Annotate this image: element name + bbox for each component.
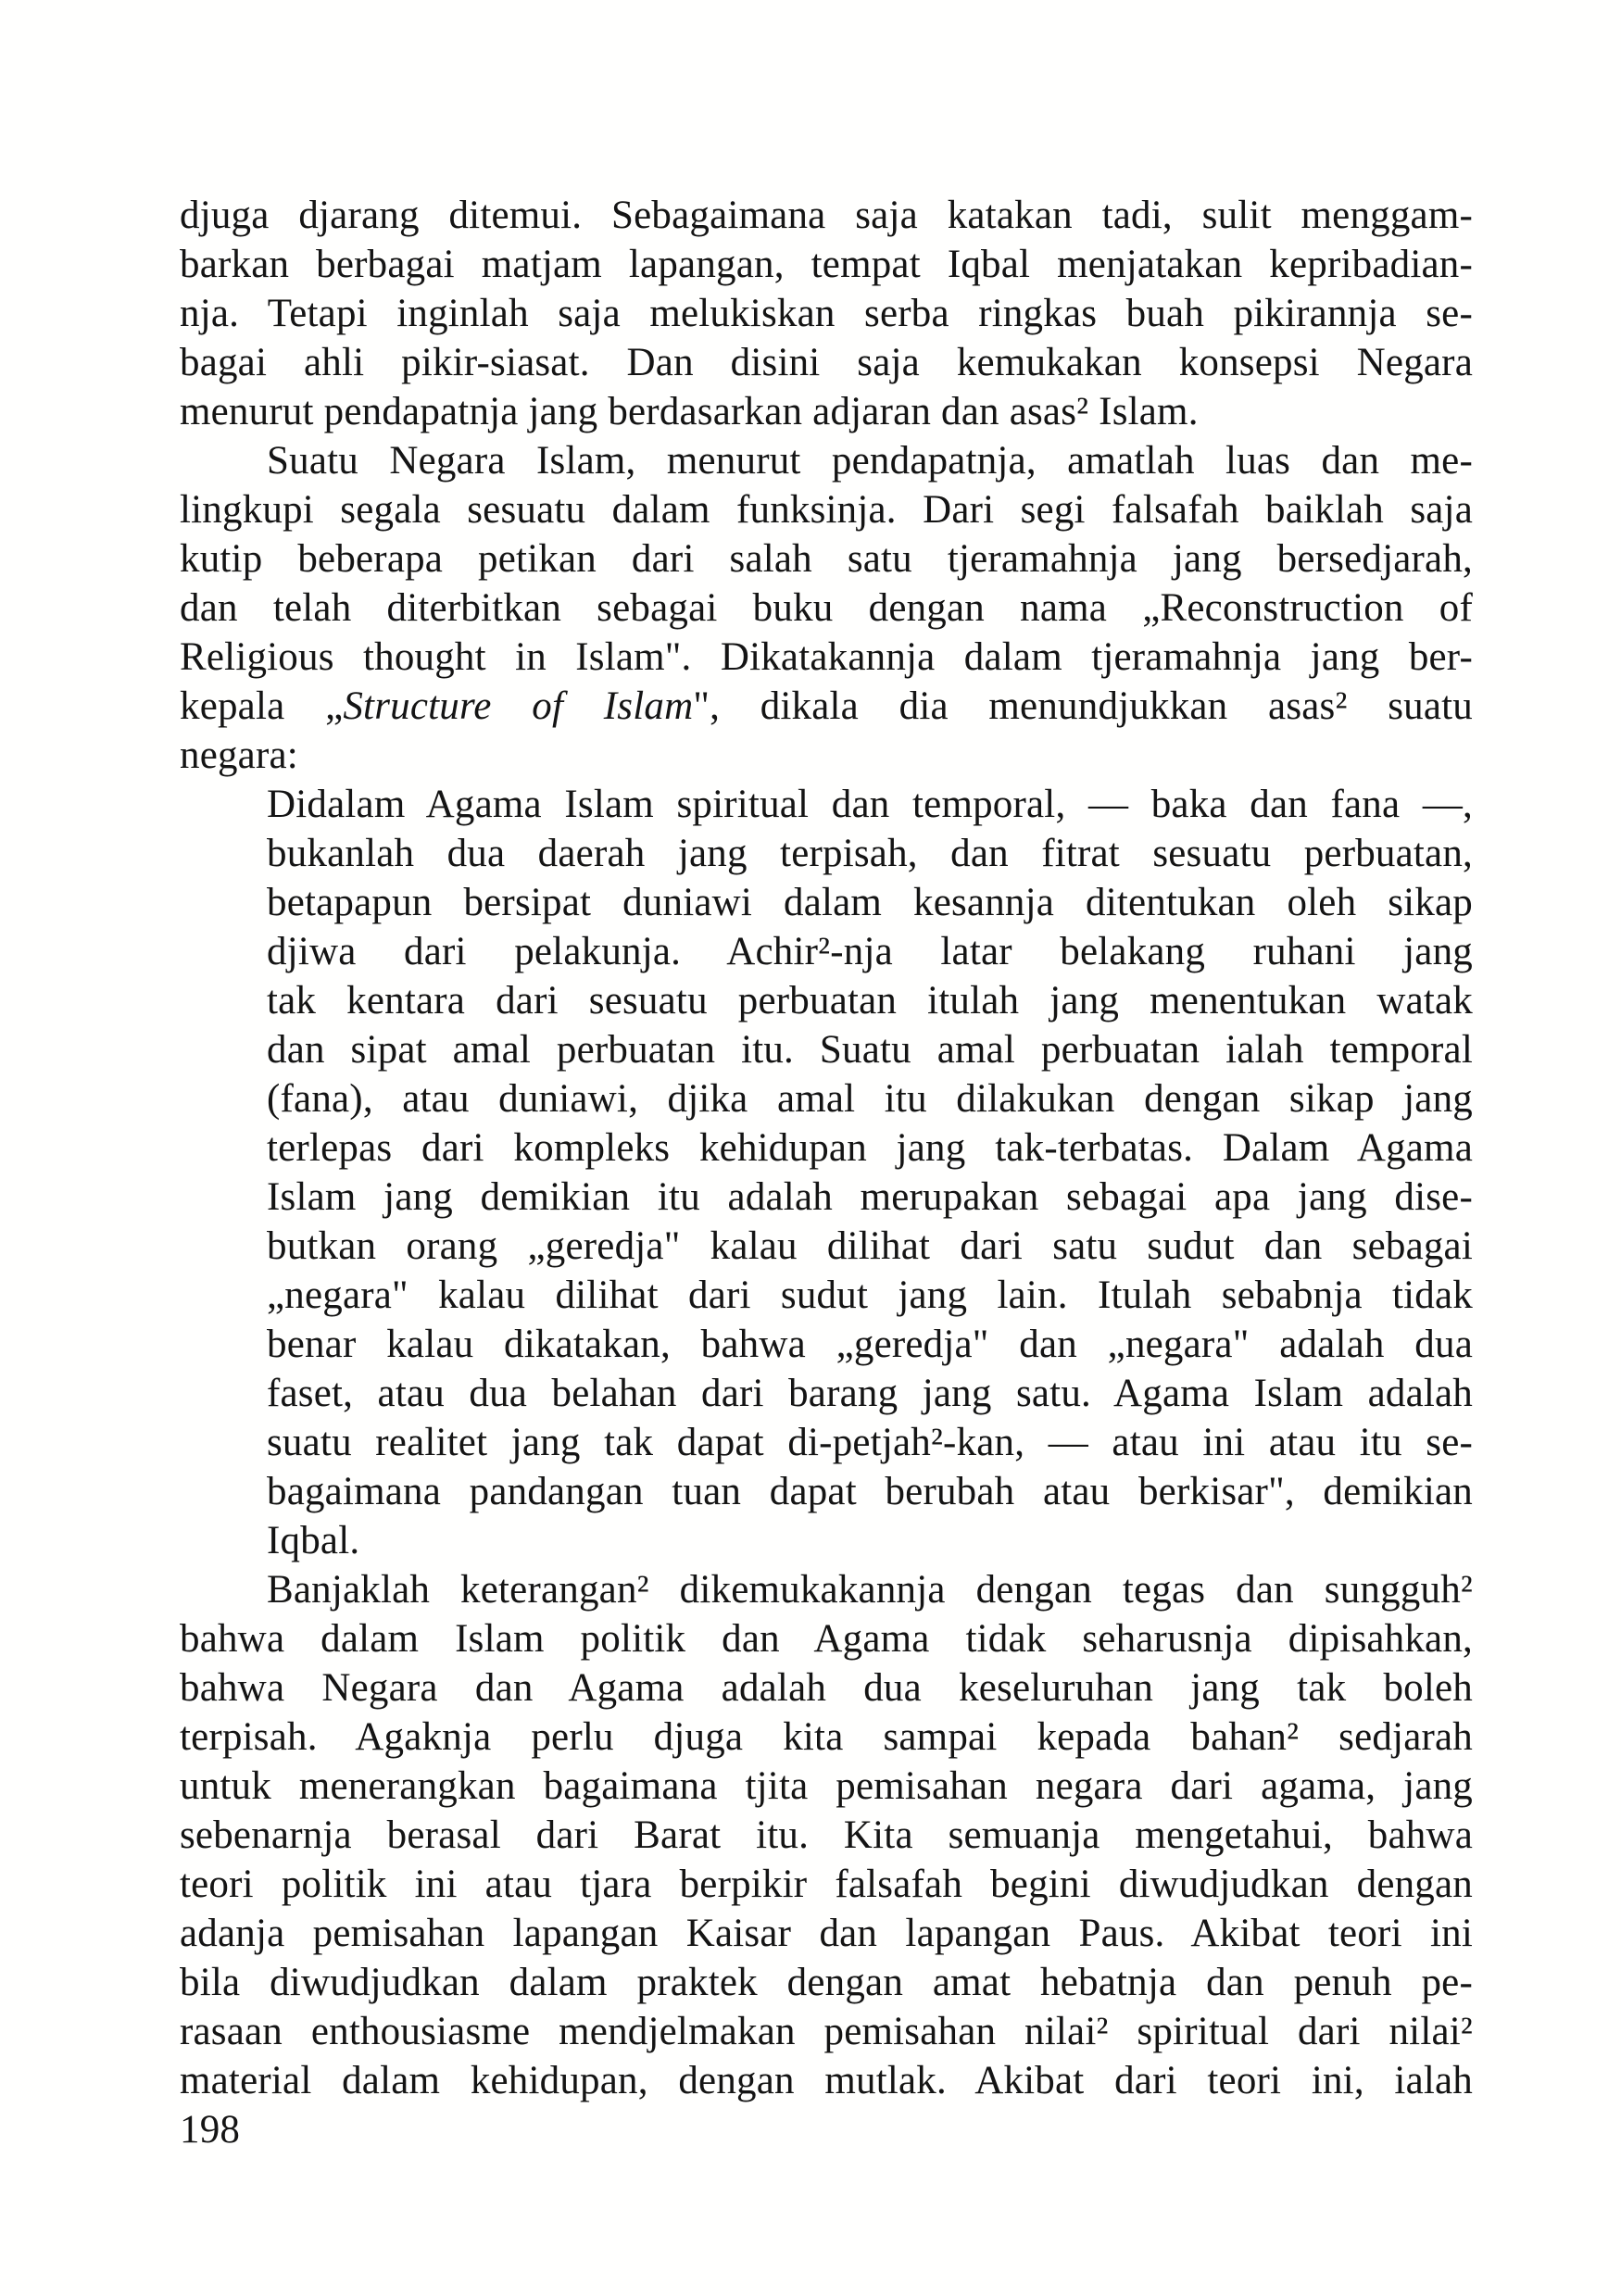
text-line: djiwa dari pelakunja. Achir²-nja latar belakang ruhani jang — [267, 930, 1473, 973]
text-line: (fana), atau duniawi, djika amal itu dilakukan dengan sikap jang — [267, 1077, 1473, 1121]
text-line: faset, atau dua belahan dari barang jang satu. Agama Islam adalah — [267, 1372, 1473, 1415]
text-line: untuk menerangkan bagaimana tjita pemisahan negara dari agama, jang — [180, 1764, 1473, 1808]
text-line: material dalam kehidupan, dengan mutlak. Akibat dari teori ini, ialah — [180, 2059, 1473, 2102]
text-line: dan sipat amal perbuatan itu. Suatu amal perbuatan ialah temporal — [267, 1028, 1473, 1072]
text-line: negara: — [180, 734, 298, 777]
text-line: butkan orang „geredja" kalau dilihat dari satu sudut dan sebagai — [267, 1224, 1473, 1268]
text-line: Iqbal. — [267, 1519, 360, 1562]
text-line: „negara" kalau dilihat dari sudut jang lain. Itulah sebabnja tidak — [267, 1273, 1473, 1317]
text-line: bahwa dalam Islam politik dan Agama tidak seharusnja dipisahkan, — [180, 1617, 1473, 1661]
text-line: menurut pendapatnja jang berdasarkan adjaran dan asas² Islam. — [180, 390, 1199, 433]
text-line: terpisah. Agaknja perlu djuga kita sampai kepada bahan² sedjarah — [180, 1715, 1473, 1759]
text-line: Suatu Negara Islam, menurut pendapatnja, amatlah luas dan me- — [267, 439, 1473, 483]
text-line: benar kalau dikatakan, bahwa „geredja" dan „negara" adalah dua — [267, 1323, 1473, 1366]
page-number: 198 — [180, 2108, 241, 2152]
text-line: betapapun bersipat duniawi dalam kesannja ditentukan oleh sikap — [267, 881, 1473, 924]
text-line: kutip beberapa petikan dari salah satu tjeramahnja jang bersedjarah, — [180, 537, 1473, 581]
text-line: bukanlah dua daerah jang terpisah, dan fitrat sesuatu perbuatan, — [267, 832, 1473, 875]
text-segment: ", dikala dia menundjukkan asas² suatu — [693, 684, 1473, 728]
text-line: Banjaklah keterangan² dikemukakannja dengan tegas dan sungguh² — [267, 1568, 1473, 1612]
block-quote — [180, 780, 1473, 1565]
text-line: Religious thought in Islam". Dikatakannja dalam tjeramahnja jang ber- — [180, 635, 1473, 679]
italic-text: Structure of Islam — [343, 684, 694, 728]
text-line: suatu realitet jang tak dapat di-petjah²-kan, — atau ini atau itu se- — [267, 1421, 1473, 1464]
text-line: Islam jang demikian itu adalah merupakan sebagai apa jang dise- — [267, 1175, 1473, 1219]
text-line: dan telah diterbitkan sebagai buku dengan nama „Reconstruction of — [180, 586, 1473, 630]
text-line: bahwa Negara dan Agama adalah dua keseluruhan jang tak boleh — [180, 1666, 1473, 1710]
text-line: barkan berbagai matjam lapangan, tempat Iqbal menjatakan kepribadian- — [180, 243, 1473, 286]
text-line — [180, 682, 1473, 731]
text-line: adanja pemisahan lapangan Kaisar dan lapangan Paus. Akibat teori ini — [180, 1912, 1473, 1955]
text-block — [180, 191, 1473, 2154]
text-line: sebenarnja berasal dari Barat itu. Kita semuanja mengetahui, bahwa — [180, 1813, 1473, 1857]
text-line: bila diwudjudkan dalam praktek dengan amat hebatnja dan penuh pe- — [180, 1961, 1473, 2004]
text-line: Didalam Agama Islam spiritual dan temporal, — baka dan fana —, — [267, 783, 1473, 826]
text-line: teori politik ini atau tjara berpikir falsafah begini diwudjudkan dengan — [180, 1863, 1473, 1906]
text-line: nja. Tetapi inginlah saja melukiskan serba ringkas buah pikirannja se- — [180, 292, 1473, 335]
text-segment: kepala „ — [180, 684, 344, 728]
text-line: rasaan enthousiasme mendjelmakan pemisahan nilai² spiritual dari nilai² — [180, 2010, 1473, 2053]
text-line: djuga djarang ditemui. Sebagaimana saja katakan tadi, sulit menggam- — [180, 194, 1473, 237]
text-line: terlepas dari kompleks kehidupan jang tak-terbatas. Dalam Agama — [267, 1126, 1473, 1170]
text-line: bagaimana pandangan tuan dapat berubah atau berkisar", demikian — [267, 1470, 1473, 1513]
text-line: lingkupi segala sesuatu dalam funksinja. Dari segi falsafah baiklah saja — [180, 488, 1473, 532]
text-line: bagai ahli pikir-siasat. Dan disini saja kemukakan konsepsi Negara — [180, 341, 1473, 384]
page-text — [180, 191, 1473, 2105]
paragraph-3 — [180, 1565, 1473, 2105]
paragraph-2 — [180, 436, 1473, 780]
paragraph-1 — [180, 191, 1473, 436]
text-line: tak kentara dari sesuatu perbuatan itulah jang menentukan watak — [267, 979, 1473, 1023]
